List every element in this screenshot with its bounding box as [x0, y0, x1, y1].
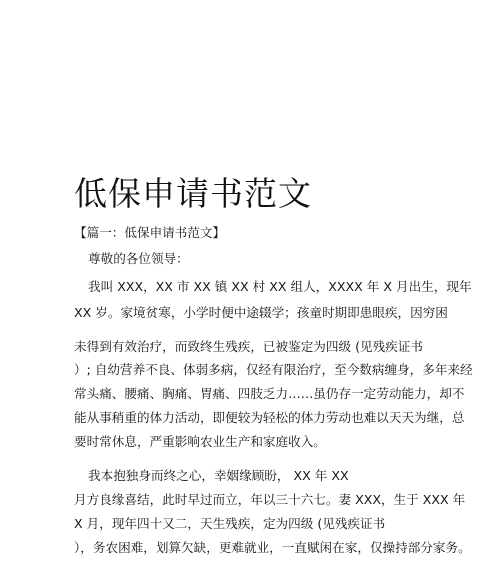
paragraph2-line1: 未得到有效治疗，而致终生残疾，已被鉴定为四级 (见残疾证书	[74, 339, 423, 354]
document-title: 低保申请书范文	[74, 174, 312, 213]
paragraph2-line3: 常头痛、腰痛、胸痛、胃痛、四肢乏力……虽仍存一定劳动能力，却不	[74, 386, 465, 401]
paragraph2-line2: ）; 自幼营养不良、体弱多病，仅经有限治疗，至今数病缠身，多年来经	[74, 362, 473, 377]
paragraph3-line1: 我本抱独身而终之心，幸姻缘顾盼， XX 年 XX	[88, 468, 349, 483]
salutation: 尊敬的各位领导：	[88, 251, 189, 266]
paragraph1-line2: XX 岁。家境贫寒，小学时便中途辍学；孩童时期即患眼疾，因穷困	[74, 305, 448, 320]
paragraph3-line2: 月方良缘喜结，此时早过而立，年以三十六七。妻 XXX，生于 XXX 年	[74, 492, 466, 507]
paragraph2-line5: 要时常休息，严重影响农业生产和家庭收入。	[74, 434, 326, 449]
section-heading: 【篇一：低保申请书范文】	[74, 225, 226, 240]
paragraph2-line4: 能从事稍重的体力活动，即便较为轻松的体力劳动也难以天天为继，总	[74, 410, 465, 425]
paragraph1-line1: 我叫 XXX，XX 市 XX 镇 XX 村 XX 组人，XXXX 年 X 月出生，现年	[88, 279, 472, 294]
paragraph3-line4: ），务农困难，划算欠缺，更难就业，一直赋闲在家，仅操持部分家务。	[74, 540, 471, 555]
paragraph3-line3: X 月，现年四十又二，天生残疾，定为四级 (见残疾证书	[74, 516, 386, 531]
